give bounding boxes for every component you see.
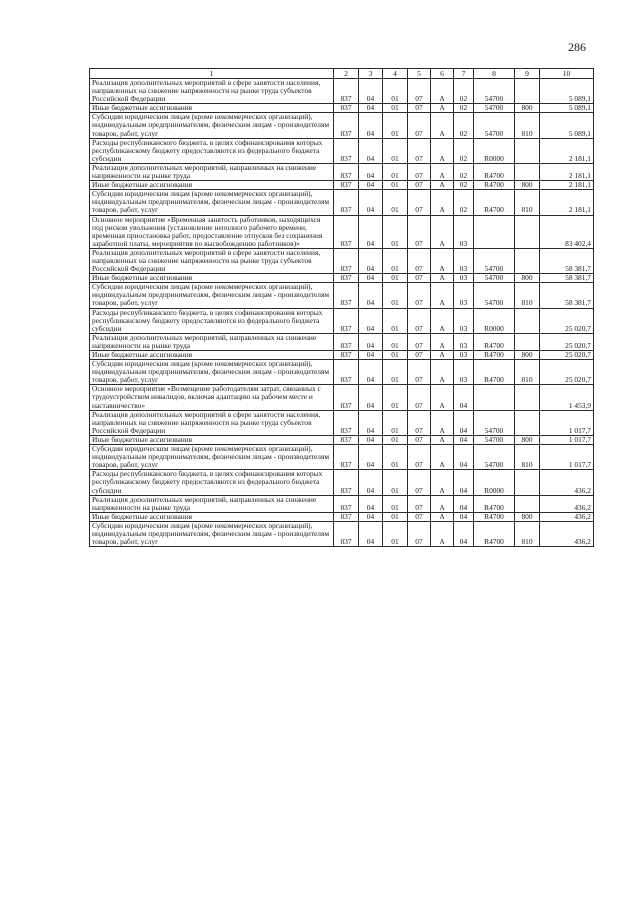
ministry-code-cell: 837 xyxy=(334,333,359,350)
program-code-cell: 07 xyxy=(408,138,431,163)
program-code-cell: 07 xyxy=(408,360,431,385)
direction-code-cell: 54700 xyxy=(474,445,515,470)
table-row xyxy=(90,385,594,410)
section-code-cell: 04 xyxy=(359,495,383,512)
direction-code-cell xyxy=(474,215,515,248)
program-code-cell: 07 xyxy=(408,351,431,360)
subsection-code-cell: 01 xyxy=(383,495,408,512)
expense-type-cell xyxy=(515,308,540,333)
table-row xyxy=(90,333,594,350)
ministry-code-cell: 837 xyxy=(334,308,359,333)
amount-cell: 58 381,7 xyxy=(540,248,594,273)
table-row xyxy=(90,470,594,495)
program-code-cell: 07 xyxy=(408,521,431,546)
expense-type-cell: 800 xyxy=(515,435,540,444)
program-code-cell: 07 xyxy=(408,248,431,273)
expense-type-cell: 810 xyxy=(515,521,540,546)
direction-code-cell: 54700 xyxy=(474,248,515,273)
activity-code-cell: 04 xyxy=(454,521,474,546)
activity-code-cell: 03 xyxy=(454,274,474,283)
expense-type-cell: 810 xyxy=(515,360,540,385)
program-code-cell: 07 xyxy=(408,308,431,333)
item-name-cell: Расходы республиканского бюджета, в целях софинансирования которых республиканскому бюджету предоставляются из федерального бюджета субсидии xyxy=(90,138,334,163)
ministry-code-cell: 837 xyxy=(334,512,359,521)
program-code-cell: 07 xyxy=(408,190,431,215)
direction-code-cell: R4700 xyxy=(474,351,515,360)
ministry-code-cell: 837 xyxy=(334,445,359,470)
subprogram-code-cell: А xyxy=(431,435,454,444)
subprogram-code-cell: А xyxy=(431,308,454,333)
column-header-row xyxy=(90,69,594,79)
direction-code-cell: 54700 xyxy=(474,274,515,283)
ministry-code-cell: 837 xyxy=(334,470,359,495)
direction-code-cell: R0000 xyxy=(474,138,515,163)
table-row xyxy=(90,283,594,308)
subsection-code-cell: 01 xyxy=(383,104,408,113)
item-name-cell: Расходы республиканского бюджета, в целях софинансирования которых республиканскому бюджету предоставляются из федерального бюджета субсидии xyxy=(90,308,334,333)
section-code-cell: 04 xyxy=(359,385,383,410)
activity-code-cell: 03 xyxy=(454,283,474,308)
ministry-code-cell: 837 xyxy=(334,190,359,215)
amount-cell: 436,2 xyxy=(540,521,594,546)
expense-type-cell: 810 xyxy=(515,113,540,138)
table-row xyxy=(90,248,594,273)
amount-cell: 436,2 xyxy=(540,470,594,495)
section-code-cell: 04 xyxy=(359,79,383,104)
column-header: 10 xyxy=(540,69,594,79)
table-row xyxy=(90,360,594,385)
subsection-code-cell: 01 xyxy=(383,113,408,138)
subsection-code-cell: 01 xyxy=(383,333,408,350)
subsection-code-cell: 01 xyxy=(383,410,408,435)
ministry-code-cell: 837 xyxy=(334,385,359,410)
ministry-code-cell: 837 xyxy=(334,113,359,138)
item-name-cell: Иные бюджетные ассигнования xyxy=(90,435,334,444)
item-name-cell: Реализация дополнительных мероприятий в сфере занятости населения, направленных на снижение напряженности на рынке труда субъектов Российской Федерации xyxy=(90,79,334,104)
subprogram-code-cell: А xyxy=(431,274,454,283)
table-row xyxy=(90,163,594,180)
subsection-code-cell: 01 xyxy=(383,79,408,104)
expense-type-cell: 810 xyxy=(515,283,540,308)
program-code-cell: 07 xyxy=(408,274,431,283)
ministry-code-cell: 837 xyxy=(334,521,359,546)
subprogram-code-cell: А xyxy=(431,410,454,435)
amount-cell: 25 020,7 xyxy=(540,351,594,360)
table-row xyxy=(90,138,594,163)
subsection-code-cell: 01 xyxy=(383,360,408,385)
subprogram-code-cell: А xyxy=(431,163,454,180)
item-name-cell: Реализация дополнительных мероприятий, направленных на снижение напряженности на рынке труда xyxy=(90,163,334,180)
subsection-code-cell: 01 xyxy=(383,215,408,248)
activity-code-cell: 02 xyxy=(454,113,474,138)
subsection-code-cell: 01 xyxy=(383,351,408,360)
activity-code-cell: 03 xyxy=(454,215,474,248)
subsection-code-cell: 01 xyxy=(383,521,408,546)
column-header: 5 xyxy=(408,69,431,79)
amount-cell: 58 381,7 xyxy=(540,274,594,283)
section-code-cell: 04 xyxy=(359,360,383,385)
item-name-cell: Иные бюджетные ассигнования xyxy=(90,181,334,190)
subprogram-code-cell: А xyxy=(431,512,454,521)
subprogram-code-cell: А xyxy=(431,445,454,470)
section-code-cell: 04 xyxy=(359,445,383,470)
item-name-cell: Расходы республиканского бюджета, в целях софинансирования которых республиканскому бюджету предоставляются из федерального бюджета субсидии xyxy=(90,470,334,495)
subsection-code-cell: 01 xyxy=(383,274,408,283)
expense-type-cell: 800 xyxy=(515,274,540,283)
column-header: 2 xyxy=(334,69,359,79)
subprogram-code-cell: А xyxy=(431,495,454,512)
ministry-code-cell: 837 xyxy=(334,138,359,163)
table-row xyxy=(90,308,594,333)
program-code-cell: 07 xyxy=(408,215,431,248)
section-code-cell: 04 xyxy=(359,274,383,283)
activity-code-cell: 03 xyxy=(454,333,474,350)
amount-cell: 25 020,7 xyxy=(540,360,594,385)
activity-code-cell: 03 xyxy=(454,360,474,385)
program-code-cell: 07 xyxy=(408,445,431,470)
ministry-code-cell: 837 xyxy=(334,79,359,104)
activity-code-cell: 04 xyxy=(454,435,474,444)
subsection-code-cell: 01 xyxy=(383,190,408,215)
program-code-cell: 07 xyxy=(408,79,431,104)
subsection-code-cell: 01 xyxy=(383,181,408,190)
ministry-code-cell: 837 xyxy=(334,435,359,444)
subsection-code-cell: 01 xyxy=(383,512,408,521)
ministry-code-cell: 837 xyxy=(334,215,359,248)
amount-cell: 83 402,4 xyxy=(540,215,594,248)
activity-code-cell: 04 xyxy=(454,445,474,470)
program-code-cell: 07 xyxy=(408,435,431,444)
section-code-cell: 04 xyxy=(359,470,383,495)
direction-code-cell: 54700 xyxy=(474,79,515,104)
section-code-cell: 04 xyxy=(359,308,383,333)
section-code-cell: 04 xyxy=(359,215,383,248)
amount-cell: 2 181,1 xyxy=(540,163,594,180)
item-name-cell: Субсидии юридическим лицам (кроме некоммерческих организаций), индивидуальным предпринимателям, физическим лицам - производителям товаров, работ, услуг xyxy=(90,521,334,546)
amount-cell: 5 089,1 xyxy=(540,104,594,113)
table-row xyxy=(90,521,594,546)
subsection-code-cell: 01 xyxy=(383,385,408,410)
direction-code-cell: R4700 xyxy=(474,521,515,546)
table-row xyxy=(90,79,594,104)
direction-code-cell: 54700 xyxy=(474,435,515,444)
column-header: 6 xyxy=(431,69,454,79)
subprogram-code-cell: А xyxy=(431,351,454,360)
activity-code-cell: 02 xyxy=(454,104,474,113)
item-name-cell: Реализация дополнительных мероприятий в сфере занятости населения, направленных на снижение напряженности на рынке труда субъектов Российской Федерации xyxy=(90,410,334,435)
subprogram-code-cell: А xyxy=(431,113,454,138)
direction-code-cell: R4700 xyxy=(474,495,515,512)
amount-cell: 2 181,1 xyxy=(540,181,594,190)
program-code-cell: 07 xyxy=(408,181,431,190)
activity-code-cell: 03 xyxy=(454,248,474,273)
item-name-cell: Субсидии юридическим лицам (кроме некоммерческих организаций), индивидуальным предпринимателям, физическим лицам - производителям товаров, работ, услуг xyxy=(90,445,334,470)
budget-table xyxy=(89,68,594,547)
subsection-code-cell: 01 xyxy=(383,283,408,308)
section-code-cell: 04 xyxy=(359,521,383,546)
item-name-cell: Основное мероприятие «Временная занятость работников, находящихся под риском увольнения (установление неполного рабочего времени, временная приостановка работ, предоставление отпусков без сохранения заработной платы, мероприятия по высвобождению работников)» xyxy=(90,215,334,248)
subprogram-code-cell: А xyxy=(431,385,454,410)
expense-type-cell xyxy=(515,333,540,350)
column-header: 1 xyxy=(90,69,334,79)
program-code-cell: 07 xyxy=(408,104,431,113)
program-code-cell: 07 xyxy=(408,385,431,410)
table-row xyxy=(90,512,594,521)
expense-type-cell xyxy=(515,138,540,163)
column-header: 4 xyxy=(383,69,408,79)
ministry-code-cell: 837 xyxy=(334,495,359,512)
table-row xyxy=(90,113,594,138)
expense-type-cell xyxy=(515,495,540,512)
activity-code-cell: 02 xyxy=(454,181,474,190)
item-name-cell: Субсидии юридическим лицам (кроме некоммерческих организаций), индивидуальным предпринимателям, физическим лицам - производителям товаров, работ, услуг xyxy=(90,360,334,385)
amount-cell: 2 181,1 xyxy=(540,190,594,215)
direction-code-cell: 54700 xyxy=(474,113,515,138)
direction-code-cell: R0000 xyxy=(474,308,515,333)
program-code-cell: 07 xyxy=(408,113,431,138)
column-header: 9 xyxy=(515,69,540,79)
section-code-cell: 04 xyxy=(359,435,383,444)
subsection-code-cell: 01 xyxy=(383,435,408,444)
subprogram-code-cell: А xyxy=(431,104,454,113)
direction-code-cell: R4700 xyxy=(474,163,515,180)
item-name-cell: Основное мероприятие «Возмещение работодателям затрат, связанных с трудоустройством инвалидов, включая адаптацию на рабочем месте и наставничество» xyxy=(90,385,334,410)
subprogram-code-cell: А xyxy=(431,333,454,350)
activity-code-cell: 04 xyxy=(454,512,474,521)
table-row xyxy=(90,190,594,215)
activity-code-cell: 04 xyxy=(454,495,474,512)
subprogram-code-cell: А xyxy=(431,521,454,546)
column-header: 7 xyxy=(454,69,474,79)
expense-type-cell xyxy=(515,385,540,410)
activity-code-cell: 04 xyxy=(454,470,474,495)
amount-cell: 1 017,7 xyxy=(540,435,594,444)
direction-code-cell: R4700 xyxy=(474,181,515,190)
expense-type-cell: 800 xyxy=(515,104,540,113)
item-name-cell: Субсидии юридическим лицам (кроме некоммерческих организаций), индивидуальным предпринимателям, физическим лицам - производителям товаров, работ, услуг xyxy=(90,190,334,215)
direction-code-cell: R4700 xyxy=(474,333,515,350)
ministry-code-cell: 837 xyxy=(334,274,359,283)
table-body xyxy=(90,79,594,547)
section-code-cell: 04 xyxy=(359,190,383,215)
expense-type-cell xyxy=(515,163,540,180)
section-code-cell: 04 xyxy=(359,351,383,360)
activity-code-cell: 02 xyxy=(454,138,474,163)
section-code-cell: 04 xyxy=(359,333,383,350)
amount-cell: 25 020,7 xyxy=(540,333,594,350)
activity-code-cell: 03 xyxy=(454,351,474,360)
direction-code-cell: 54700 xyxy=(474,410,515,435)
ministry-code-cell: 837 xyxy=(334,104,359,113)
expense-type-cell: 810 xyxy=(515,190,540,215)
program-code-cell: 07 xyxy=(408,410,431,435)
subprogram-code-cell: А xyxy=(431,181,454,190)
program-code-cell: 07 xyxy=(408,333,431,350)
amount-cell: 436,2 xyxy=(540,495,594,512)
amount-cell: 436,2 xyxy=(540,512,594,521)
item-name-cell: Иные бюджетные ассигнования xyxy=(90,274,334,283)
section-code-cell: 04 xyxy=(359,163,383,180)
direction-code-cell xyxy=(474,385,515,410)
direction-code-cell: R0000 xyxy=(474,470,515,495)
amount-cell: 5 089,1 xyxy=(540,113,594,138)
section-code-cell: 04 xyxy=(359,138,383,163)
item-name-cell: Реализация дополнительных мероприятий, направленных на снижение напряженности на рынке труда xyxy=(90,495,334,512)
activity-code-cell: 04 xyxy=(454,385,474,410)
expense-type-cell: 800 xyxy=(515,351,540,360)
direction-code-cell: 54700 xyxy=(474,104,515,113)
item-name-cell: Реализация дополнительных мероприятий, направленных на снижение напряженности на рынке труда xyxy=(90,333,334,350)
subprogram-code-cell: А xyxy=(431,79,454,104)
program-code-cell: 07 xyxy=(408,283,431,308)
subprogram-code-cell: А xyxy=(431,283,454,308)
ministry-code-cell: 837 xyxy=(334,410,359,435)
direction-code-cell: R4700 xyxy=(474,360,515,385)
page-number: 286 xyxy=(568,40,586,54)
program-code-cell: 07 xyxy=(408,495,431,512)
subprogram-code-cell: А xyxy=(431,138,454,163)
table-row xyxy=(90,410,594,435)
program-code-cell: 07 xyxy=(408,512,431,521)
direction-code-cell: R4700 xyxy=(474,190,515,215)
ministry-code-cell: 837 xyxy=(334,163,359,180)
subprogram-code-cell: А xyxy=(431,248,454,273)
program-code-cell: 07 xyxy=(408,470,431,495)
expense-type-cell xyxy=(515,470,540,495)
activity-code-cell: 03 xyxy=(454,308,474,333)
activity-code-cell: 02 xyxy=(454,163,474,180)
ministry-code-cell: 837 xyxy=(334,283,359,308)
section-code-cell: 04 xyxy=(359,181,383,190)
column-header: 3 xyxy=(359,69,383,79)
direction-code-cell: R4700 xyxy=(474,512,515,521)
subsection-code-cell: 01 xyxy=(383,470,408,495)
activity-code-cell: 02 xyxy=(454,190,474,215)
expense-type-cell: 800 xyxy=(515,181,540,190)
item-name-cell: Иные бюджетные ассигнования xyxy=(90,104,334,113)
activity-code-cell: 04 xyxy=(454,410,474,435)
item-name-cell: Субсидии юридическим лицам (кроме некоммерческих организаций), индивидуальным предпринимателям, физическим лицам - производителям товаров, работ, услуг xyxy=(90,283,334,308)
ministry-code-cell: 837 xyxy=(334,351,359,360)
section-code-cell: 04 xyxy=(359,248,383,273)
amount-cell: 2 181,1 xyxy=(540,138,594,163)
amount-cell: 5 089,1 xyxy=(540,79,594,104)
ministry-code-cell: 837 xyxy=(334,360,359,385)
table-row xyxy=(90,445,594,470)
subprogram-code-cell: А xyxy=(431,190,454,215)
amount-cell: 1 017,7 xyxy=(540,445,594,470)
activity-code-cell: 02 xyxy=(454,79,474,104)
item-name-cell: Иные бюджетные ассигнования xyxy=(90,512,334,521)
subsection-code-cell: 01 xyxy=(383,138,408,163)
section-code-cell: 04 xyxy=(359,283,383,308)
section-code-cell: 04 xyxy=(359,512,383,521)
table-row xyxy=(90,495,594,512)
subsection-code-cell: 01 xyxy=(383,248,408,273)
item-name-cell: Реализация дополнительных мероприятий в сфере занятости населения, направленных на снижение напряженности на рынке труда субъектов Российской Федерации xyxy=(90,248,334,273)
amount-cell: 58 381,7 xyxy=(540,283,594,308)
item-name-cell: Субсидии юридическим лицам (кроме некоммерческих организаций), индивидуальным предпринимателям, физическим лицам - производителям товаров, работ, услуг xyxy=(90,113,334,138)
subsection-code-cell: 01 xyxy=(383,163,408,180)
expense-type-cell xyxy=(515,248,540,273)
amount-cell: 1 017,7 xyxy=(540,410,594,435)
expense-type-cell: 800 xyxy=(515,512,540,521)
program-code-cell: 07 xyxy=(408,163,431,180)
amount-cell: 1 453,9 xyxy=(540,385,594,410)
section-code-cell: 04 xyxy=(359,104,383,113)
column-header: 8 xyxy=(474,69,515,79)
amount-cell: 25 020,7 xyxy=(540,308,594,333)
item-name-cell: Иные бюджетные ассигнования xyxy=(90,351,334,360)
subsection-code-cell: 01 xyxy=(383,308,408,333)
expense-type-cell xyxy=(515,215,540,248)
section-code-cell: 04 xyxy=(359,410,383,435)
subsection-code-cell: 01 xyxy=(383,445,408,470)
ministry-code-cell: 837 xyxy=(334,181,359,190)
subprogram-code-cell: А xyxy=(431,215,454,248)
expense-type-cell xyxy=(515,79,540,104)
table-row xyxy=(90,215,594,248)
subprogram-code-cell: А xyxy=(431,470,454,495)
direction-code-cell: 54700 xyxy=(474,283,515,308)
ministry-code-cell: 837 xyxy=(334,248,359,273)
subprogram-code-cell: А xyxy=(431,360,454,385)
section-code-cell: 04 xyxy=(359,113,383,138)
expense-type-cell: 810 xyxy=(515,445,540,470)
expense-type-cell xyxy=(515,410,540,435)
